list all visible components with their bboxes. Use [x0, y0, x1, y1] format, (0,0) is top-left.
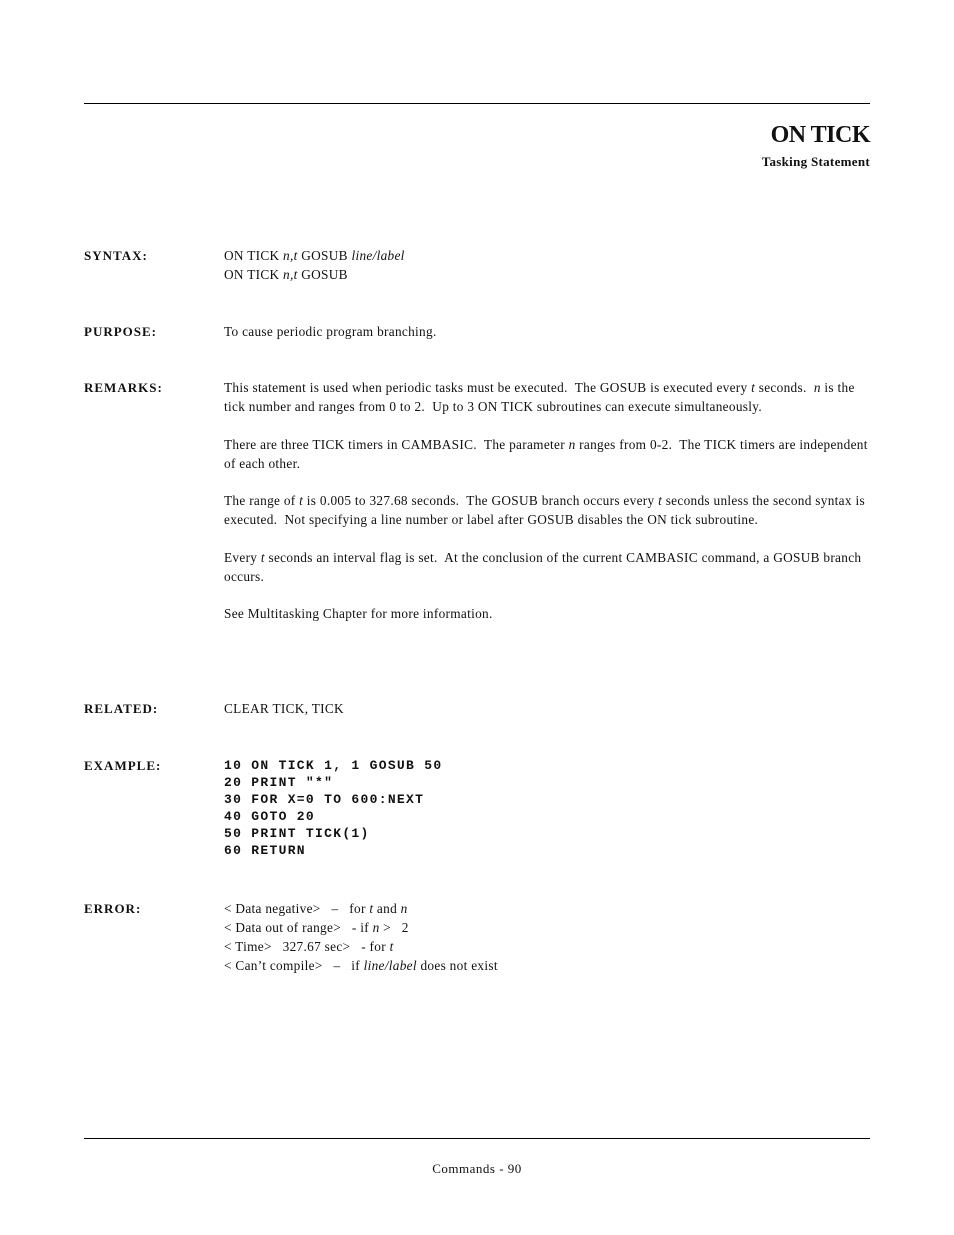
example-label: EXAMPLE: [84, 758, 162, 773]
code-line: 30 FOR X=0 TO 600:NEXT [224, 792, 425, 807]
purpose-label: PURPOSE: [84, 324, 157, 339]
code-line: 40 GOTO 20 [224, 809, 316, 824]
code-line: 20 PRINT "*" [224, 775, 334, 790]
code-line: 50 PRINT TICK(1) [224, 826, 370, 841]
syntax-line-2: ON TICK n,t GOSUB [224, 267, 348, 282]
code-line: 60 RETURN [224, 843, 306, 858]
syntax-label: SYNTAX: [84, 248, 148, 263]
page-footer: Commands - 90 [432, 1161, 522, 1176]
purpose-text [224, 322, 870, 341]
error-label: ERROR: [84, 901, 142, 916]
remarks-label: REMARKS: [84, 380, 163, 395]
code-line: 10 ON TICK 1, 1 GOSUB 50 [224, 758, 443, 773]
purpose-paragraph: To cause periodic program branching. [224, 324, 437, 339]
example-code [224, 757, 442, 859]
remarks-paragraph-3: The range of t is 0.005 to 327.68 seconds. The GOSUB branch occurs every t seconds unless the second syntax is executed. Not specifying a line number or label after GOSUB disables the ON tick subroutine. [224, 493, 865, 527]
remarks-paragraph-4: Every t seconds an interval flag is set. At the conclusion of the current CAMBASIC command, a GOSUB branch occurs. [224, 550, 862, 584]
error-line-4: < Can’t compile> – if line/label does not exist [224, 958, 498, 973]
error-line-2: < Data out of range> - if n > 2 [224, 920, 409, 935]
error-text [224, 899, 870, 975]
page-subtitle: Tasking Statement [761, 154, 870, 169]
related-paragraph: CLEAR TICK, TICK [224, 701, 344, 716]
top-rule [84, 103, 870, 104]
syntax-line-1: ON TICK n,t GOSUB line/label [224, 248, 405, 263]
error-line-1: < Data negative> – for t and n [224, 901, 408, 916]
remarks-paragraph-1: This statement is used when periodic tasks must be executed. The GOSUB is executed every t seconds. n is the tick number and ranges from 0 to 2. Up to 3 ON TICK subroutines can execute simultaneously. [224, 380, 855, 414]
remarks-text [224, 378, 870, 623]
syntax-text [224, 246, 870, 284]
bottom-rule [84, 1138, 870, 1139]
remarks-paragraph-5: See Multitasking Chapter for more information. [224, 606, 493, 621]
page-title: ON TICK [770, 122, 870, 148]
error-line-3: < Time> 327.67 sec> - for t [224, 939, 394, 954]
remarks-paragraph-2: There are three TICK timers in CAMBASIC. The parameter n ranges from 0-2. The TICK timers are independent of each other. [224, 437, 868, 471]
related-label: RELATED: [84, 701, 159, 716]
related-text [224, 699, 870, 718]
